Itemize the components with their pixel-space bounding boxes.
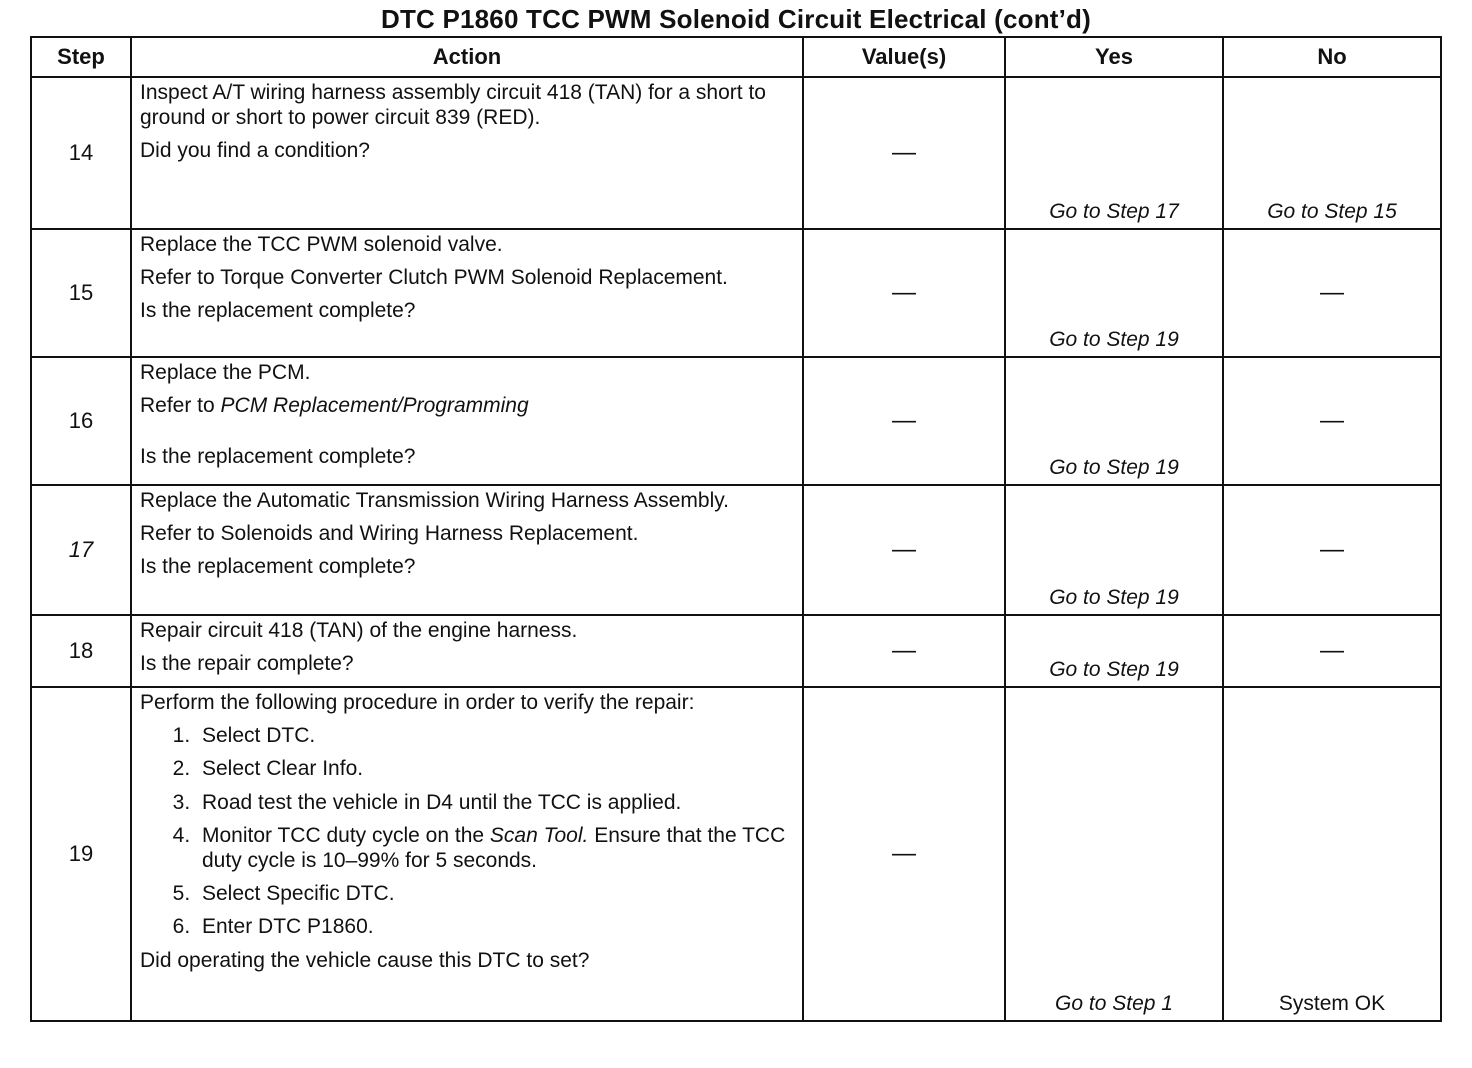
header-no: No — [1223, 37, 1441, 77]
table-row — [31, 77, 1441, 229]
yes-cell: Go to Step 19 — [1005, 229, 1223, 357]
action-question: Is the replacement complete? — [140, 299, 416, 323]
reference-prefix: Refer to — [140, 394, 221, 418]
action-reference: Refer to Torque Converter Clutch PWM Solenoid Replacement. — [140, 266, 728, 290]
value-cell: — — [803, 357, 1005, 485]
action-text: Replace the Automatic Transmission Wiring Harness Assembly. — [140, 489, 730, 512]
table-row — [31, 485, 1441, 615]
table-row — [31, 615, 1441, 687]
action-cell — [131, 229, 803, 357]
action-cell — [131, 357, 803, 485]
action-text: Repair circuit 418 (TAN) of the engine harness. — [140, 619, 578, 642]
step-number: 14 — [31, 77, 131, 229]
list-item-prefix: Monitor TCC duty cycle on the — [202, 823, 490, 847]
step-number: 16 — [31, 357, 131, 485]
table-header-row — [31, 37, 1441, 77]
list-item: 5. Select Specific DTC. — [196, 881, 794, 906]
step-number: 19 — [31, 687, 131, 1021]
list-item: 2. Select Clear Info. — [196, 756, 794, 781]
table-row — [31, 357, 1441, 485]
step-number: 17 — [31, 485, 131, 615]
list-item — [196, 823, 794, 873]
no-cell: Go to Step 15 — [1223, 77, 1441, 229]
action-cell — [131, 77, 803, 229]
no-cell: — — [1223, 615, 1441, 687]
page-title: DTC P1860 TCC PWM Solenoid Circuit Electrical (cont’d) — [380, 4, 1091, 34]
header-values: Value(s) — [803, 37, 1005, 77]
action-reference — [140, 393, 794, 418]
step-number: 18 — [31, 615, 131, 687]
action-cell — [131, 687, 803, 1021]
header-action: Action — [131, 37, 803, 77]
list-item: 3. Road test the vehicle in D4 until the TCC is applied. — [196, 790, 794, 815]
scan-tool-reference: Scan Tool. — [489, 823, 589, 847]
yes-cell: Go to Step 1 — [1005, 687, 1223, 1021]
action-question: Did operating the vehicle cause this DTC to set? — [140, 948, 590, 972]
action-question: Did you find a condition? — [140, 139, 370, 163]
no-cell: — — [1223, 485, 1441, 615]
no-cell: — — [1223, 357, 1441, 485]
yes-cell: Go to Step 17 — [1005, 77, 1223, 229]
yes-cell: Go to Step 19 — [1005, 357, 1223, 485]
value-cell: — — [803, 615, 1005, 687]
action-question: Is the replacement complete? — [140, 555, 416, 579]
action-text: Replace the PCM. — [140, 361, 311, 384]
list-item: 1. Select DTC. — [196, 723, 794, 748]
action-text: Replace the TCC PWM solenoid valve. — [140, 233, 503, 256]
value-cell: — — [803, 229, 1005, 357]
yes-cell: Go to Step 19 — [1005, 615, 1223, 687]
spacer — [140, 426, 794, 444]
table-row — [31, 229, 1441, 357]
action-cell — [131, 615, 803, 687]
diagnostic-table — [30, 36, 1442, 1022]
header-yes: Yes — [1005, 37, 1223, 77]
header-step: Step — [31, 37, 131, 77]
step-number: 15 — [31, 229, 131, 357]
value-cell: — — [803, 687, 1005, 1021]
procedure-list — [140, 723, 794, 939]
no-cell: System OK — [1223, 687, 1441, 1021]
no-cell: — — [1223, 229, 1441, 357]
table-row — [31, 687, 1441, 1021]
action-reference: Refer to Solenoids and Wiring Harness Replacement. — [140, 522, 639, 546]
action-question: Is the repair complete? — [140, 652, 354, 676]
reference-title: PCM Replacement/Programming — [220, 394, 529, 418]
action-text: Inspect A/T wiring harness assembly circuit 418 (TAN) for a short to ground or short to power circuit 839 (RED). — [140, 81, 766, 130]
yes-cell: Go to Step 19 — [1005, 485, 1223, 615]
value-cell: — — [803, 77, 1005, 229]
action-cell — [131, 485, 803, 615]
action-question: Is the replacement complete? — [140, 445, 416, 469]
value-cell: — — [803, 485, 1005, 615]
list-item: 6. Enter DTC P1860. — [196, 914, 794, 939]
list-item-suffix: Ensure that the TCC duty cycle is 10–99% for 5 seconds. — [202, 823, 786, 872]
action-text: Perform the following procedure in order to verify the repair: — [140, 691, 695, 714]
